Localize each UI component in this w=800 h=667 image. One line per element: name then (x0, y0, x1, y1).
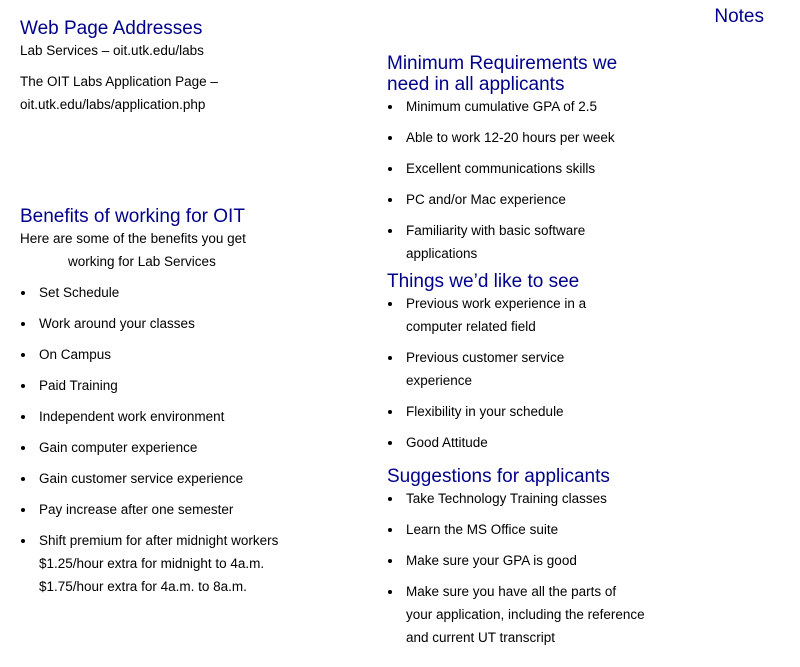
lab-services-address: Lab Services – oit.utk.edu/labs (20, 43, 204, 58)
like-to-see-heading: Things we’d like to see (387, 271, 580, 292)
application-page-label: The OIT Labs Application Page – (20, 74, 218, 89)
like-to-see-item: Flexibility in your schedule (387, 400, 677, 423)
web-addresses-heading: Web Page Addresses (20, 18, 203, 39)
suggestions-list (387, 487, 677, 649)
suggestion-item: Make sure your GPA is good (387, 549, 677, 572)
notes-heading (714, 6, 764, 27)
benefits-intro-line2: working for Lab Services (68, 254, 216, 269)
requirement-item: Minimum cumulative GPA of 2.5 (387, 95, 677, 118)
benefit-item: Work around your classes (20, 312, 350, 335)
application-page-address: oit.utk.edu/labs/application.php (20, 97, 206, 112)
like-to-see-item: Previous work experience in a computer related field (387, 292, 621, 338)
benefit-item: On Campus (20, 343, 350, 366)
benefits-intro-line1: Here are some of the benefits you get (20, 231, 246, 246)
requirements-heading (387, 53, 677, 95)
suggestions-heading: Suggestions for applicants (387, 466, 610, 487)
suggestion-item: Learn the MS Office suite (387, 518, 677, 541)
requirement-item: PC and/or Mac experience (387, 188, 677, 211)
benefit-item: Paid Training (20, 374, 350, 397)
requirement-item: Familiarity with basic software applications (387, 219, 626, 265)
benefit-item: Independent work environment (20, 405, 350, 428)
shift-premium-label: Shift premium for after midnight workers (39, 533, 279, 548)
suggestion-item: Make sure you have all the parts of your application, including the reference and current UT transcript (387, 580, 646, 649)
requirement-item: Able to work 12-20 hours per week (387, 126, 677, 149)
like-to-see-item: Previous customer service experience (387, 346, 606, 392)
benefits-heading: Benefits of working for OIT (20, 206, 245, 227)
like-to-see-list (387, 292, 677, 454)
requirements-list (387, 95, 677, 265)
requirements-heading-line1: Minimum Requirements we (387, 53, 618, 74)
premium-midnight-rate: $1.25/hour extra for midnight to 4a.m. (39, 556, 265, 571)
benefit-item: Pay increase after one semester (20, 498, 350, 521)
benefit-item: Gain customer service experience (20, 467, 350, 490)
left-column (20, 0, 350, 606)
benefits-list (20, 281, 350, 598)
premium-early-morning-rate: $1.75/hour extra for 4a.m. to 8a.m. (39, 579, 247, 594)
requirements-heading-line2: need in all applicants (387, 74, 565, 95)
notes-label: Notes (714, 6, 764, 27)
benefit-item: Gain computer experience (20, 436, 350, 459)
requirement-item: Excellent communications skills (387, 157, 677, 180)
like-to-see-item: Good Attitude (387, 431, 677, 454)
benefit-item: Set Schedule (20, 281, 350, 304)
benefit-item-shift-premium (20, 529, 350, 598)
middle-column (387, 0, 677, 657)
suggestion-item: Take Technology Training classes (387, 487, 677, 510)
